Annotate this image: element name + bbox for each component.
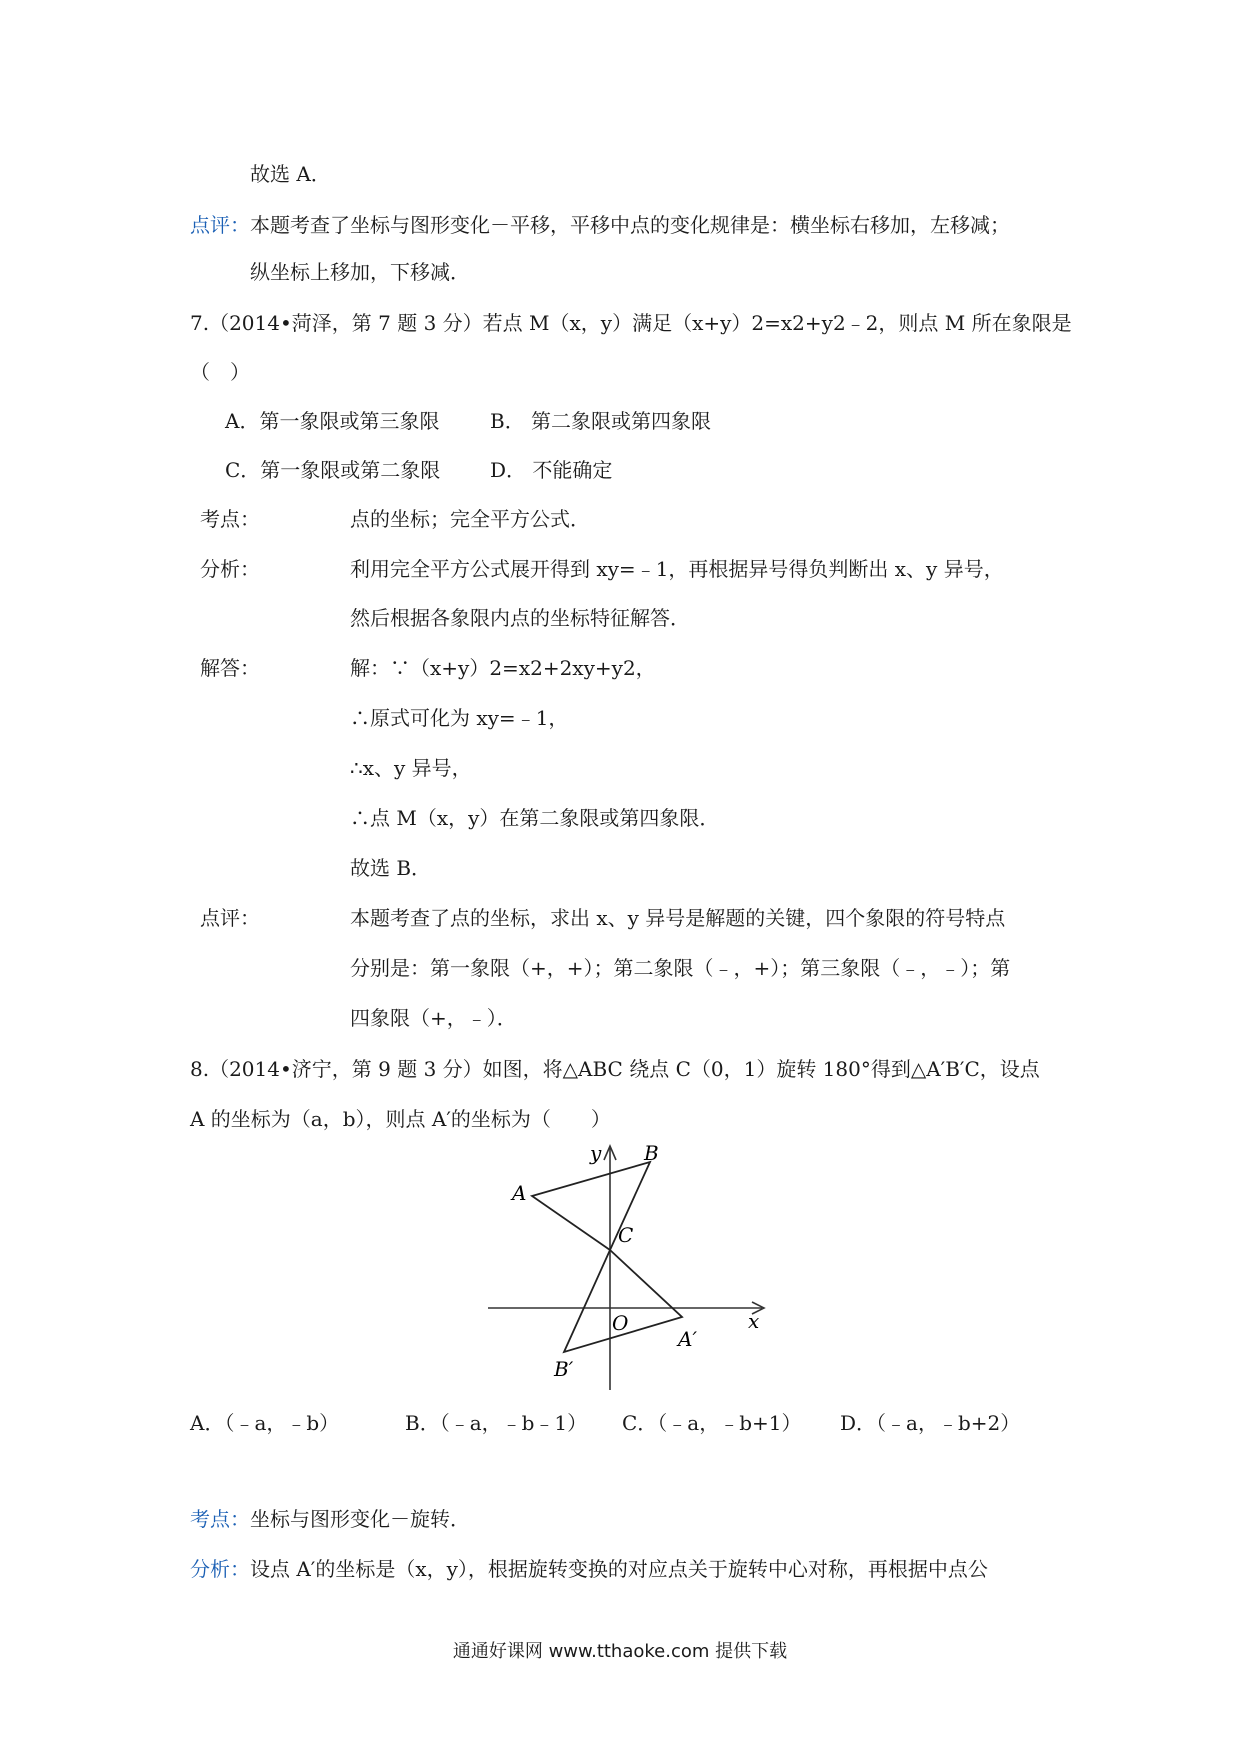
label-o: O [612,1311,629,1335]
q7-dianping-line3: 四象限（+，﹣）． [350,1006,517,1030]
q8-kaodian-label: 考点： [190,1507,250,1531]
q7-jieda-label: 解答： [200,656,260,680]
label-a-prime: A′ [678,1327,697,1351]
prev-review-label: 点评： [190,213,250,237]
q7-option-c: C．第一象限或第二象限 [225,458,441,482]
q8-fenxi [190,1556,988,1582]
label-b-prime: B′ [554,1357,574,1381]
label-c: C [618,1223,634,1247]
q7-fenxi-line1: 利用完全平方公式展开得到 xy=﹣1，再根据异号得负判断出 x、y 异号， [350,557,1004,581]
q7-jieda-line2: ∴原式可化为 xy=﹣1， [350,706,569,730]
prev-review-line1: 本题考查了坐标与图形变化－平移，平移中点的变化规律是：横坐标右移加，左移减； [250,213,1010,237]
q7-jieda-line4: ∴点 M（x，y）在第二象限或第四象限． [350,806,720,830]
q8-option-b: B．（﹣a，﹣b﹣1） [405,1411,588,1435]
label-y: y [590,1141,602,1165]
label-b: B [644,1141,659,1165]
prev-review [190,212,1010,238]
q7-dianping-line1: 本题考查了点的坐标，求出 x、y 异号是解题的关键，四个象限的符号特点 [350,906,1006,930]
q7-kaodian-label: 考点： [200,507,260,531]
q8-option-d: D．（﹣a，﹣b+2） [840,1411,1021,1435]
q7-jieda-line1: 解：∵（x+y）2=x2+2xy+y2， [350,656,656,680]
prev-conclusion: 故选 A． [250,162,331,186]
q7-jieda-line3: ∴x、y 异号， [350,756,472,780]
q7-stem-line2: （ ） [190,360,250,384]
q8-stem-line2: A 的坐标为（a，b），则点 A′的坐标为（ ） [190,1107,611,1131]
q7-option-a: A．第一象限或第三象限 [225,409,440,433]
q8-stem-line1: 8.（2014•济宁，第 9 题 3 分）如图，将△ABC 绕点 C（0，1）旋转 180°得到△A′B′C，设点 [190,1057,1040,1081]
q8-kaodian [190,1506,470,1532]
q7-fenxi-label: 分析： [200,557,260,581]
label-a: A [512,1181,527,1205]
q8-kaodian-text: 坐标与图形变化－旋转． [250,1507,470,1531]
q7-stem-line1: 7.（2014•菏泽，第 7 题 3 分）若点 M（x，y）满足（x+y）2=x2+y2﹣2，则点 M 所在象限是 [190,311,1072,335]
q7-fenxi-line2: 然后根据各象限内点的坐标特征解答． [350,606,690,630]
q7-jieda-line5: 故选 B． [350,856,432,880]
q8-fenxi-label: 分析： [190,1557,250,1581]
q7-dianping-label: 点评： [200,906,260,930]
q8-fenxi-text: 设点 A′的坐标是（x，y），根据旋转变换的对应点关于旋转中心对称，再根据中点公 [250,1557,988,1581]
prev-review-line2: 纵坐标上移加，下移减． [250,260,470,284]
q7-option-b: B． 第二象限或第四象限 [490,409,712,433]
q8-option-c: C．（﹣a，﹣b+1） [622,1411,802,1435]
label-x: x [748,1309,760,1333]
q8-option-a: A．（﹣a，﹣b） [190,1411,340,1435]
triangle-a2b2c [564,1250,682,1352]
rotation-figure [470,1140,790,1400]
page-footer: 通通好课网 www.tthaoke.com 提供下载 [452,1641,788,1662]
q7-option-d: D． 不能确定 [490,458,613,482]
q7-dianping-line2: 分别是：第一象限（+，+）；第二象限（﹣，+）；第三象限（﹣，﹣）；第 [350,956,1011,980]
q7-kaodian: 点的坐标；完全平方公式． [350,507,590,531]
